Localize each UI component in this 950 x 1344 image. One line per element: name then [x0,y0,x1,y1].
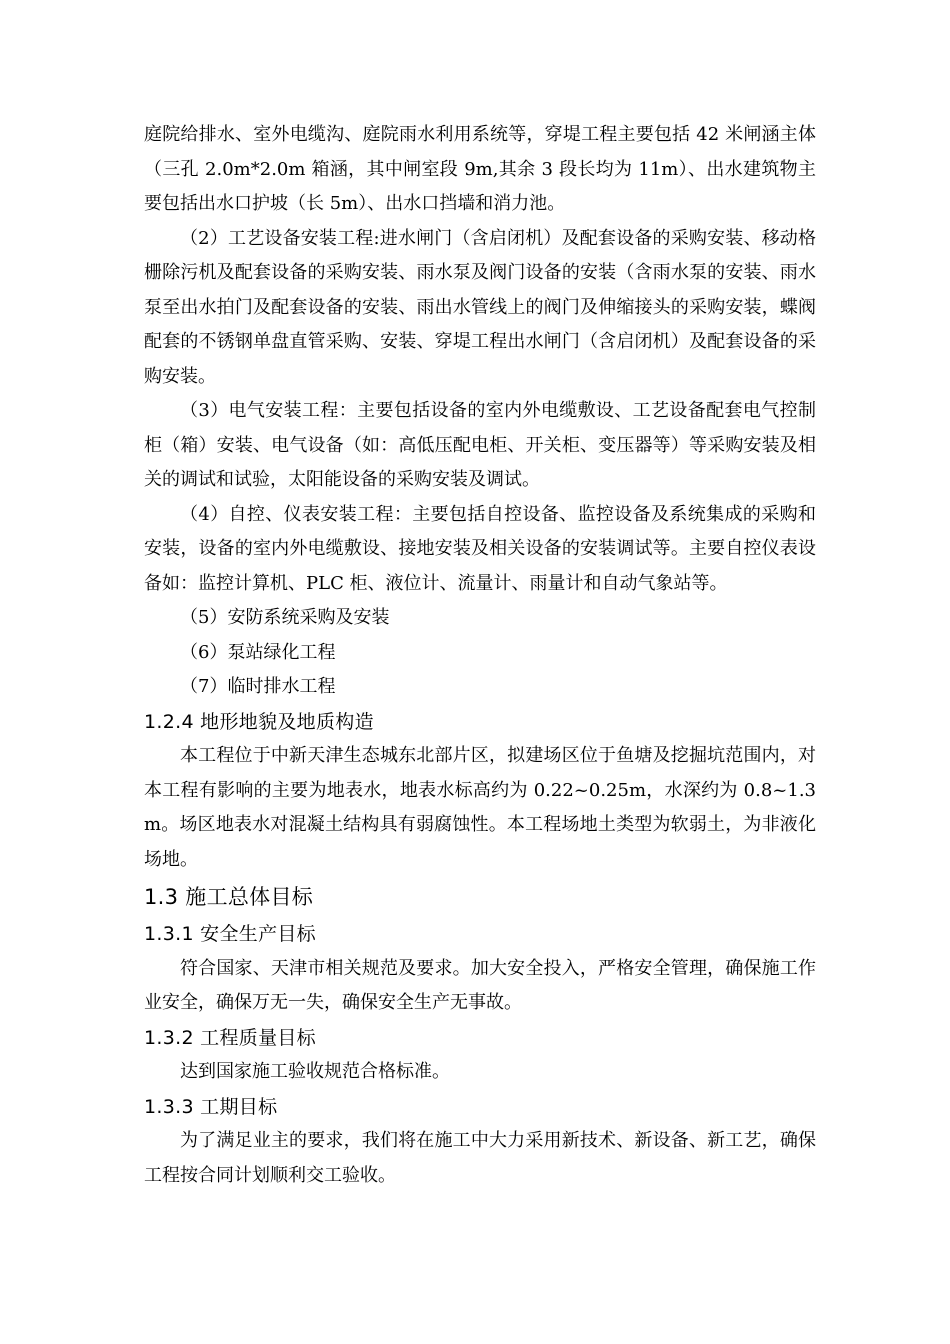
paragraph-electrical: （3）电气安装工程：主要包括设备的室内外电缆敷设、工艺设备配套电气控制柜（箱）安装、电气设备（如：高低压配电柜、开关柜、变压器等）等采购安装及相关的调试和试验，太阳能设备的采购安装及调试。 [144,400,816,490]
paragraph-scope-continued: 庭院给排水、室外电缆沟、庭院雨水利用系统等，穿堤工程主要包括 42 米闸涵主体（三孔 2.0m*2.0m 箱涵，其中闸室段 9m,其余 3 段长均为 11m）、出水建筑物主要包括出水口护坡（长 5m）、出水口挡墙和消力池。 [144,124,816,214]
paragraph-schedule-goal: 为了满足业主的要求，我们将在施工中大力采用新技术、新设备、新工艺，确保工程按合同计划顺利交工验收。 [144,1130,816,1186]
heading-1-3-2: 1.3.2 工程质量目标 [144,1026,316,1049]
paragraph-process-equipment: （2）工艺设备安装工程:进水闸门（含启闭机）及配套设备的采购安装、移动格栅除污机及配套设备的采购安装、雨水泵及阀门设备的安装（含雨水泵的安装、雨水泵至出水拍门及配套设备的安装、雨出水管线上的阀门及伸缩接头的采购安装，蝶阀配套的不锈钢单盘直管采购、安装、穿堤工程出水闸门（含启闭机）及配套设备的采购安装。 [144,227,816,387]
heading-1-3-3: 1.3.3 工期目标 [144,1095,278,1118]
paragraph-greening: （6）泵站绿化工程 [180,641,336,663]
paragraph-safety-goal: 符合国家、天津市相关规范及要求。加大安全投入，严格安全管理，确保施工作业安全，确保万无一失，确保安全生产无事故。 [144,957,816,1013]
heading-1-3: 1.3 施工总体目标 [144,885,314,909]
paragraph-automation: （4）自控、仪表安装工程：主要包括自控设备、监控设备及系统集成的采购和安装，设备的室内外电缆敷设、接地安装及相关设备的安装调试等。主要自控仪表设备如：监控计算机、PLC 柜、液位计、流量计、雨量计和自动气象站等。 [144,503,816,594]
paragraph-quality-goal: 达到国家施工验收规范合格标准。 [180,1061,450,1082]
heading-1-3-1: 1.3.1 安全生产目标 [144,923,316,945]
paragraph-terrain: 本工程位于中新天津生态城东北部片区，拟建场区位于鱼塘及挖掘坑范围内，对本工程有影响的主要为地表水，地表水标高约为 0.22~0.25m，水深约为 0.8~1.3m。场区地表水对混凝土结构具有弱腐蚀性。本工程场地土类型为软弱土，为非液化场地。 [144,745,816,870]
heading-1-2-4: 1.2.4 地形地貌及地质构造 [144,710,374,733]
document-page [144,118,816,1193]
paragraph-temporary-drainage: （7）临时排水工程 [180,676,336,697]
paragraph-security-system: （5）安防系统采购及安装 [180,607,390,628]
